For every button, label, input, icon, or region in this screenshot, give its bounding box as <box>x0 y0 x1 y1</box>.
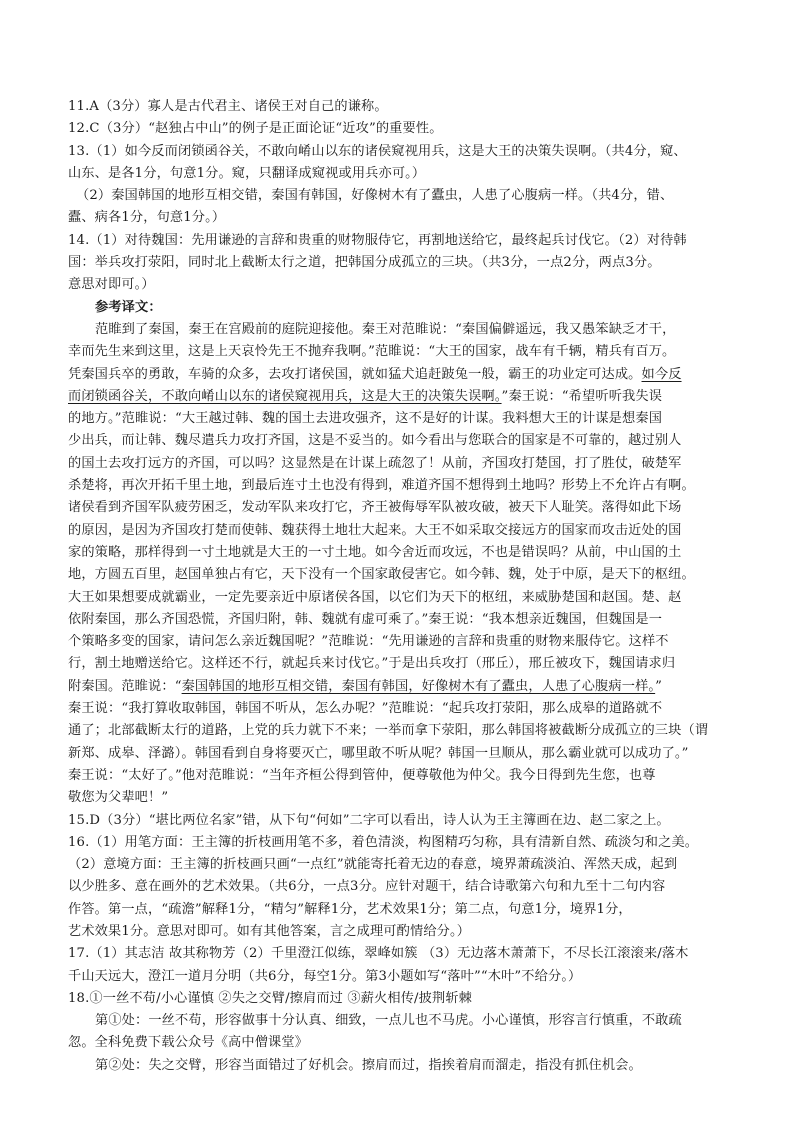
answer-18: 18.①一丝不苟/小心谨慎 ②失之交臂/擦肩而过 ③薪火相传/披荆斩棘 <box>68 990 472 1006</box>
answer-16-part2: （2）意境方面：王主簿的折枝画只画“一点红”就能寄托着无边的春意，境界萧疏淡泊、浑然天成，起到 <box>68 857 678 873</box>
translation-text: ” <box>655 678 663 694</box>
translation-line: 地，方圆五百里，赵国单独占有它，天下没有一个国家敢侵害它。如今韩、魏，处于中原，是天下的枢纽。 <box>68 567 695 583</box>
translation-line: 的原因，是因为齐国攻打楚而使韩、魏获得土地壮大起来。大王不如采取交接远方的国家而攻击近处的国 <box>68 522 682 538</box>
answer-13-part2: （2）秦国韩国的地形互相交错，秦国有韩国，好像树木有了蠹虫，人患了心腹病一样。（共4分，错、 <box>76 188 674 204</box>
answer-17: 17.（1）其志洁 故其称物芳（2）千里澄江似练，翠峰如簇 （3）无边落木萧萧下，不尽长江滚滚来/落木 <box>68 946 689 962</box>
translation-line <box>68 386 733 408</box>
translation-line: 行，割土地赠送给它。这样还不行，就起兵来讨伐它。”于是出兵攻打（邢丘），邢丘被攻下，魏国请求归 <box>68 656 676 672</box>
answer-14-end: 意思对即可。） <box>68 277 155 293</box>
translation-line: 范睢到了秦国，秦王在宫殿前的庭院迎接他。秦王对范睢说：“秦国偏僻遥远，我又愚笨缺乏才干， <box>95 321 676 337</box>
translation-line: 家的策略，那样得到一寸土地就是大王的一寸土地。如今舍近而攻远，不也是错误吗？从前，中山国的土 <box>68 544 682 560</box>
translation-line: 个策略多变的国家，请问怎么亲近魏国呢？”范睢说：“先用谦逊的言辞和贵重的财物来服侍它。这样不 <box>68 634 669 650</box>
underlined-translation: 秦国韩国的地形互相交错，秦国有韩国，好像树木有了蠹虫，人患了心腹病一样。 <box>181 678 656 694</box>
translation-text: 附秦国。范睢说：“ <box>68 678 182 694</box>
answer-13-part1: 13.（1）如今反而闭锁函谷关，不敢向崤山以东的诸侯窥视用兵，这是大王的决策失误啊。（共4分，窥、 <box>68 143 687 159</box>
underlined-translation: 如今反 <box>641 366 682 382</box>
translation-line: 秦王说：“太好了。”他对范睢说：“当年齐桓公得到管仲，便尊敬他为仲父。我今日得到先生您，也尊 <box>68 767 656 783</box>
answer-18-note2: 第②处：失之交臂，形容当面错过了好机会。擦肩而过，指挨着肩而溜走，指没有抓住机会。 <box>95 1057 642 1073</box>
answer-13-part2-cont: 蠹、病各1分，句意1分。） <box>68 210 226 226</box>
translation-line: 敬您为父辈吧！” <box>68 790 169 806</box>
answer-16-cont: 以少胜多、意在画外的艺术效果。（共6分，一点3分。应针对题干，结合诗歌第六句和九至十二句内容 <box>68 879 666 895</box>
answer-18-note1-cont: 忽。全科免费下载公众号《高中僧课堂》 <box>68 1035 309 1051</box>
answer-15: 15.D（3分）“堪比两位名家”错，从下句“何如”二字可以看出，诗人认为王主簿画在边、赵二家之上。 <box>68 812 670 828</box>
translation-text: ”秦王说：“希望听听我失误 <box>501 388 663 404</box>
translation-heading: 参考译文： <box>95 299 162 315</box>
translation-line: 的国土去攻打远方的齐国，可以吗？这显然是在计谋上疏忽了！从前，齐国攻打楚国，打了胜仗，破楚军 <box>68 455 682 471</box>
answer-18-note1: 第①处：一丝不苟，形容做事十分认真、细致，一点儿也不马虎。小心谨慎，形容言行慎重，不敢疏 <box>95 1013 682 1029</box>
translation-line: 大王如果想要成就霸业，一定先要亲近中原诸侯各国，以它们为天下的枢纽，来威胁楚国和赵国。楚、赵 <box>68 589 682 605</box>
translation-line: 诸侯看到齐国军队疲劳困乏，发动军队来攻打它，齐王被侮辱军队被攻破，被天下人耻笑。落得如此下场 <box>68 500 682 516</box>
translation-text: 凭秦国兵卒的勇敢，车骑的众多，去攻打诸侯国，就如猛犬追赶跛兔一般，霸王的功业定可达成。 <box>68 366 642 382</box>
answer-key-content <box>68 96 733 1077</box>
translation-line: 杀楚将，再次开拓千里土地，到最后连寸土也没有得到，难道齐国不想得到土地吗？形势上不允许占有啊。 <box>68 478 695 494</box>
translation-line: 少出兵，而让韩、魏尽遣兵力攻打齐国，这是不妥当的。如今看出与您联合的国家是不可靠的，越过别人 <box>68 433 682 449</box>
underlined-translation: 而闭锁函谷关，不敢向崤山以东的诸侯窥视用兵，这是大王的决策失误啊。 <box>68 388 502 404</box>
answer-11: 11.A（3分）寡人是古代君主、诸侯王对自己的谦称。 <box>68 99 388 114</box>
translation-line: 幸而先生来到这里，这是上天哀怜先王不抛弃我啊。”范睢说：“大王的国家，战车有千辆，精兵有百万。 <box>68 344 676 360</box>
translation-line <box>68 364 733 386</box>
answer-16-end: 艺术效果1分。意思对即可。如有其他答案，言之成理可酌情给分。） <box>68 923 471 939</box>
answer-17-cont: 千山天远大，澄江一道月分明（共6分，每空1分。第3小题如写“落叶”“木叶”不给分。） <box>68 968 582 984</box>
translation-line: 新郑、成皋、泽潞）。韩国看到自身将要灭亡，哪里敢不听从呢？韩国一旦顺从，那么霸业就可以成功了。” <box>68 745 689 761</box>
answer-13-part1-cont: 山东、是各1分，句意1分。窥，只翻译成窥视或用兵亦可。） <box>68 165 426 181</box>
translation-line: 秦王说：“我打算收取韩国，韩国不听从，怎么办呢？”范睢说：“起兵攻打荥阳，那么成皋的道路就不 <box>68 701 663 717</box>
translation-line: 依附秦国，那么齐国恐慌，齐国归附，韩、魏就有虚可乘了。”秦王说：“我本想亲近魏国，但魏国是一 <box>68 611 663 627</box>
translation-line: 通了；北部截断太行的道路，上党的兵力就下不来；一举而拿下荥阳，那么韩国将被截断分成孤立的三块（谓 <box>68 723 709 739</box>
answer-14: 14.（1）对待魏国：先用谦逊的言辞和贵重的财物服侍它，再割地送给它，最终起兵讨伐它。（2）对待韩 <box>68 232 687 248</box>
translation-line: 的地方。”范睢说：“大王越过韩、魏的国土去进攻强齐，这不是好的计谋。我料想大王的计谋是想秦国 <box>68 411 663 427</box>
answer-16-cont: 作答。第一点，“疏澹”解释1分，“精匀”解释1分，艺术效果1分；第二点，句意1分，境界1分， <box>68 901 632 917</box>
answer-12: 12.C（3分）“赵独占中山”的例子是正面论证“近攻”的重要性。 <box>68 121 443 137</box>
translation-line <box>68 676 733 698</box>
answer-16-part1: 16.（1）用笔方面：王主簿的折枝画用笔不多，着色清淡，构图精巧匀称，具有清新自然、疏淡匀和之美。 <box>68 834 699 850</box>
answer-14-cont: 国：举兵攻打荥阳，同时北上截断太行之道，把韩国分成孤立的三块。（共3分，一点2分，两点3分。 <box>68 255 661 271</box>
